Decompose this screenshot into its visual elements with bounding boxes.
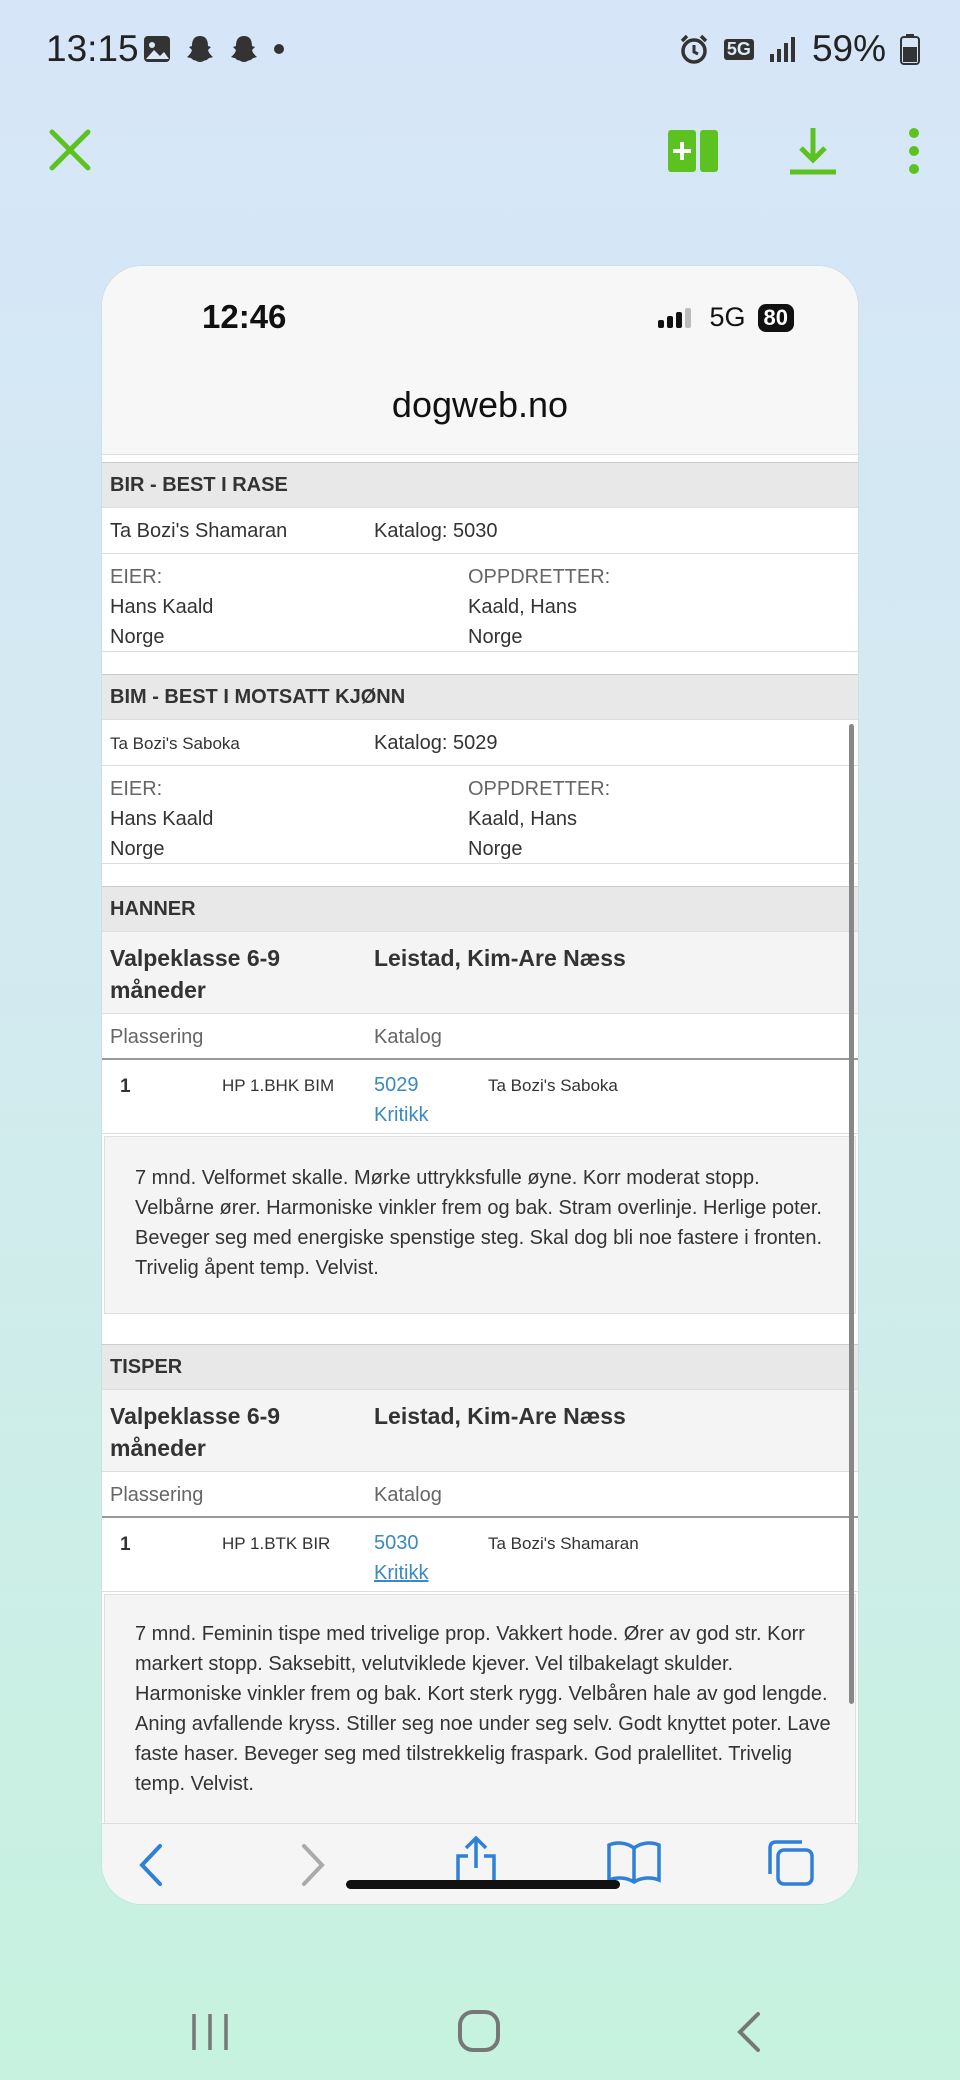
battery-percent: 59% xyxy=(811,28,886,69)
bim-breeder-country: Norge xyxy=(468,838,523,860)
tisper-col-placement: Plassering xyxy=(110,1484,204,1506)
bir-owner-country: Norge xyxy=(110,626,165,648)
download-icon[interactable] xyxy=(788,126,838,176)
signal-icon xyxy=(768,34,798,64)
bim-owner-name: Hans Kaald xyxy=(110,808,214,830)
tisper-col-catalog: Katalog xyxy=(374,1484,442,1506)
tisper-judge: Leistad, Kim-Are Næss xyxy=(374,1403,626,1429)
bim-catalog: Katalog: 5029 xyxy=(374,732,498,754)
hanner-catalog-link[interactable]: 5029 xyxy=(374,1074,419,1096)
hanner-class-row xyxy=(102,932,858,1014)
notification-dot-icon xyxy=(272,42,286,56)
bir-breeder-name: Kaald, Hans xyxy=(468,596,577,618)
screenshot-preview xyxy=(102,266,858,1904)
hanner-dog-name: Ta Bozi's Saboka xyxy=(488,1076,618,1095)
bim-breeder-name: Kaald, Hans xyxy=(468,808,577,830)
hanner-class-line1: Valpeklasse 6-9 xyxy=(110,945,281,971)
bir-owner-label: EIER: xyxy=(110,566,163,588)
hanner-col-catalog: Katalog xyxy=(374,1026,442,1048)
bir-breeder-label: OPPDRETTER: xyxy=(468,566,611,588)
add-to-page-icon[interactable] xyxy=(668,128,718,174)
tisper-section-header xyxy=(102,1344,858,1390)
bir-dog-name: Ta Bozi's Shamaran xyxy=(110,520,288,542)
ios-time: 12:46 xyxy=(202,298,287,335)
more-options-icon[interactable] xyxy=(908,128,920,174)
tisper-placement: 1 xyxy=(120,1534,131,1555)
bim-title: BIM - BEST I MOTSATT KJØNN xyxy=(110,685,406,708)
bim-dog-name: Ta Bozi's Saboka xyxy=(110,734,240,753)
home-indicator xyxy=(346,1880,620,1889)
tisper-table-header xyxy=(102,1472,858,1518)
hanner-result-row xyxy=(102,1062,858,1134)
tisper-catalog-link[interactable]: 5030 xyxy=(374,1532,419,1554)
bim-breeder-label: OPPDRETTER: xyxy=(468,778,611,800)
bim-section-header xyxy=(102,674,858,720)
bim-owner-country: Norge xyxy=(110,838,165,860)
tisper-dog-name: Ta Bozi's Shamaran xyxy=(488,1534,639,1553)
safari-toolbar xyxy=(102,1823,858,1904)
ios-status-area xyxy=(102,266,858,455)
hanner-class-line2: måneder xyxy=(110,977,206,1003)
tabs-icon[interactable] xyxy=(766,1838,816,1888)
hanner-critique-text: 7 mnd. Velformet skalle. Mørke uttrykksfulle øyne. Korr moderat stopp. Velbårne ører. Harmoniske vinkler frem og bak. Stram overlinje. Herlige poter. Beveger seg med energiske spenstige steg. Skal dog bli noe fastere i fronten. Trivelig åpent temp. Velvist. xyxy=(104,1136,856,1314)
snapchat-icon xyxy=(184,33,216,65)
bir-title: BIR - BEST I RASE xyxy=(110,473,288,496)
ios-battery: 80 xyxy=(758,304,794,332)
tisper-class-line2: måneder xyxy=(110,1435,206,1461)
tisper-class-name xyxy=(110,1400,280,1464)
recent-apps-icon[interactable] xyxy=(190,2012,230,2052)
bim-owner-label: EIER: xyxy=(110,778,163,800)
close-icon[interactable] xyxy=(48,128,92,172)
android-status-bar xyxy=(0,0,960,100)
bir-dog-row xyxy=(102,508,858,554)
tisper-critique-text: 7 mnd. Feminin tispe med trivelige prop. Vakkert hode. Ører av god str. Korr markert stopp. Saksebitt, velutviklede kjever. Vel tilbakelagt skulder. Harmoniske vinkler frem og bak. Kort sterk rygg. Velbåren hale av god lengde. Aning avfallende kryss. Stiller seg noe under seg selv. Godt knyttet poter. Lave faste haser. Beveger seg med tilstrekkelig fraspark. God pralellitet. Trivelig temp. Velvist. xyxy=(104,1594,856,1834)
bookmarks-icon[interactable] xyxy=(606,1840,662,1884)
tisper-result-row xyxy=(102,1520,858,1592)
android-nav-bar xyxy=(0,1990,960,2080)
ios-signal-icon xyxy=(657,306,697,330)
bir-owner-row xyxy=(102,554,858,652)
forward-icon[interactable] xyxy=(298,1842,328,1888)
back-nav-icon[interactable] xyxy=(734,2010,764,2054)
ios-network: 5G xyxy=(709,302,746,332)
hanner-title: HANNER xyxy=(110,897,196,920)
network-type-indicator: 5G xyxy=(724,39,754,60)
bim-owner-row xyxy=(102,766,858,864)
status-time: 13:15 xyxy=(46,28,139,69)
hanner-col-placement: Plassering xyxy=(110,1026,204,1048)
hanner-judge: Leistad, Kim-Are Næss xyxy=(374,945,626,971)
snapchat-icon-2 xyxy=(228,33,260,65)
tisper-title: TISPER xyxy=(110,1355,183,1378)
bir-catalog: Katalog: 5030 xyxy=(374,520,498,542)
bir-breeder-country: Norge xyxy=(468,626,523,648)
alarm-icon xyxy=(678,33,710,65)
hanner-award: HP 1.BHK BIM xyxy=(222,1076,335,1095)
bir-section-header xyxy=(102,462,858,508)
tisper-critique-link[interactable]: Kritikk xyxy=(374,1562,429,1584)
scrollbar[interactable] xyxy=(849,724,854,1704)
bir-owner-name: Hans Kaald xyxy=(110,596,214,618)
tisper-class-line1: Valpeklasse 6-9 xyxy=(110,1403,281,1429)
tisper-award: HP 1.BTK BIR xyxy=(222,1534,331,1553)
home-icon[interactable] xyxy=(456,2008,502,2054)
back-icon[interactable] xyxy=(136,1842,166,1888)
bim-dog-row xyxy=(102,720,858,766)
gallery-icon xyxy=(142,34,172,64)
hanner-placement: 1 xyxy=(120,1076,131,1097)
hanner-table-header xyxy=(102,1014,858,1060)
hanner-section-header xyxy=(102,886,858,932)
hanner-critique-link[interactable]: Kritikk xyxy=(374,1104,429,1126)
battery-icon xyxy=(900,33,920,65)
browser-url[interactable]: dogweb.no xyxy=(391,384,569,425)
hanner-class-name xyxy=(110,942,280,1006)
tisper-class-row xyxy=(102,1390,858,1472)
